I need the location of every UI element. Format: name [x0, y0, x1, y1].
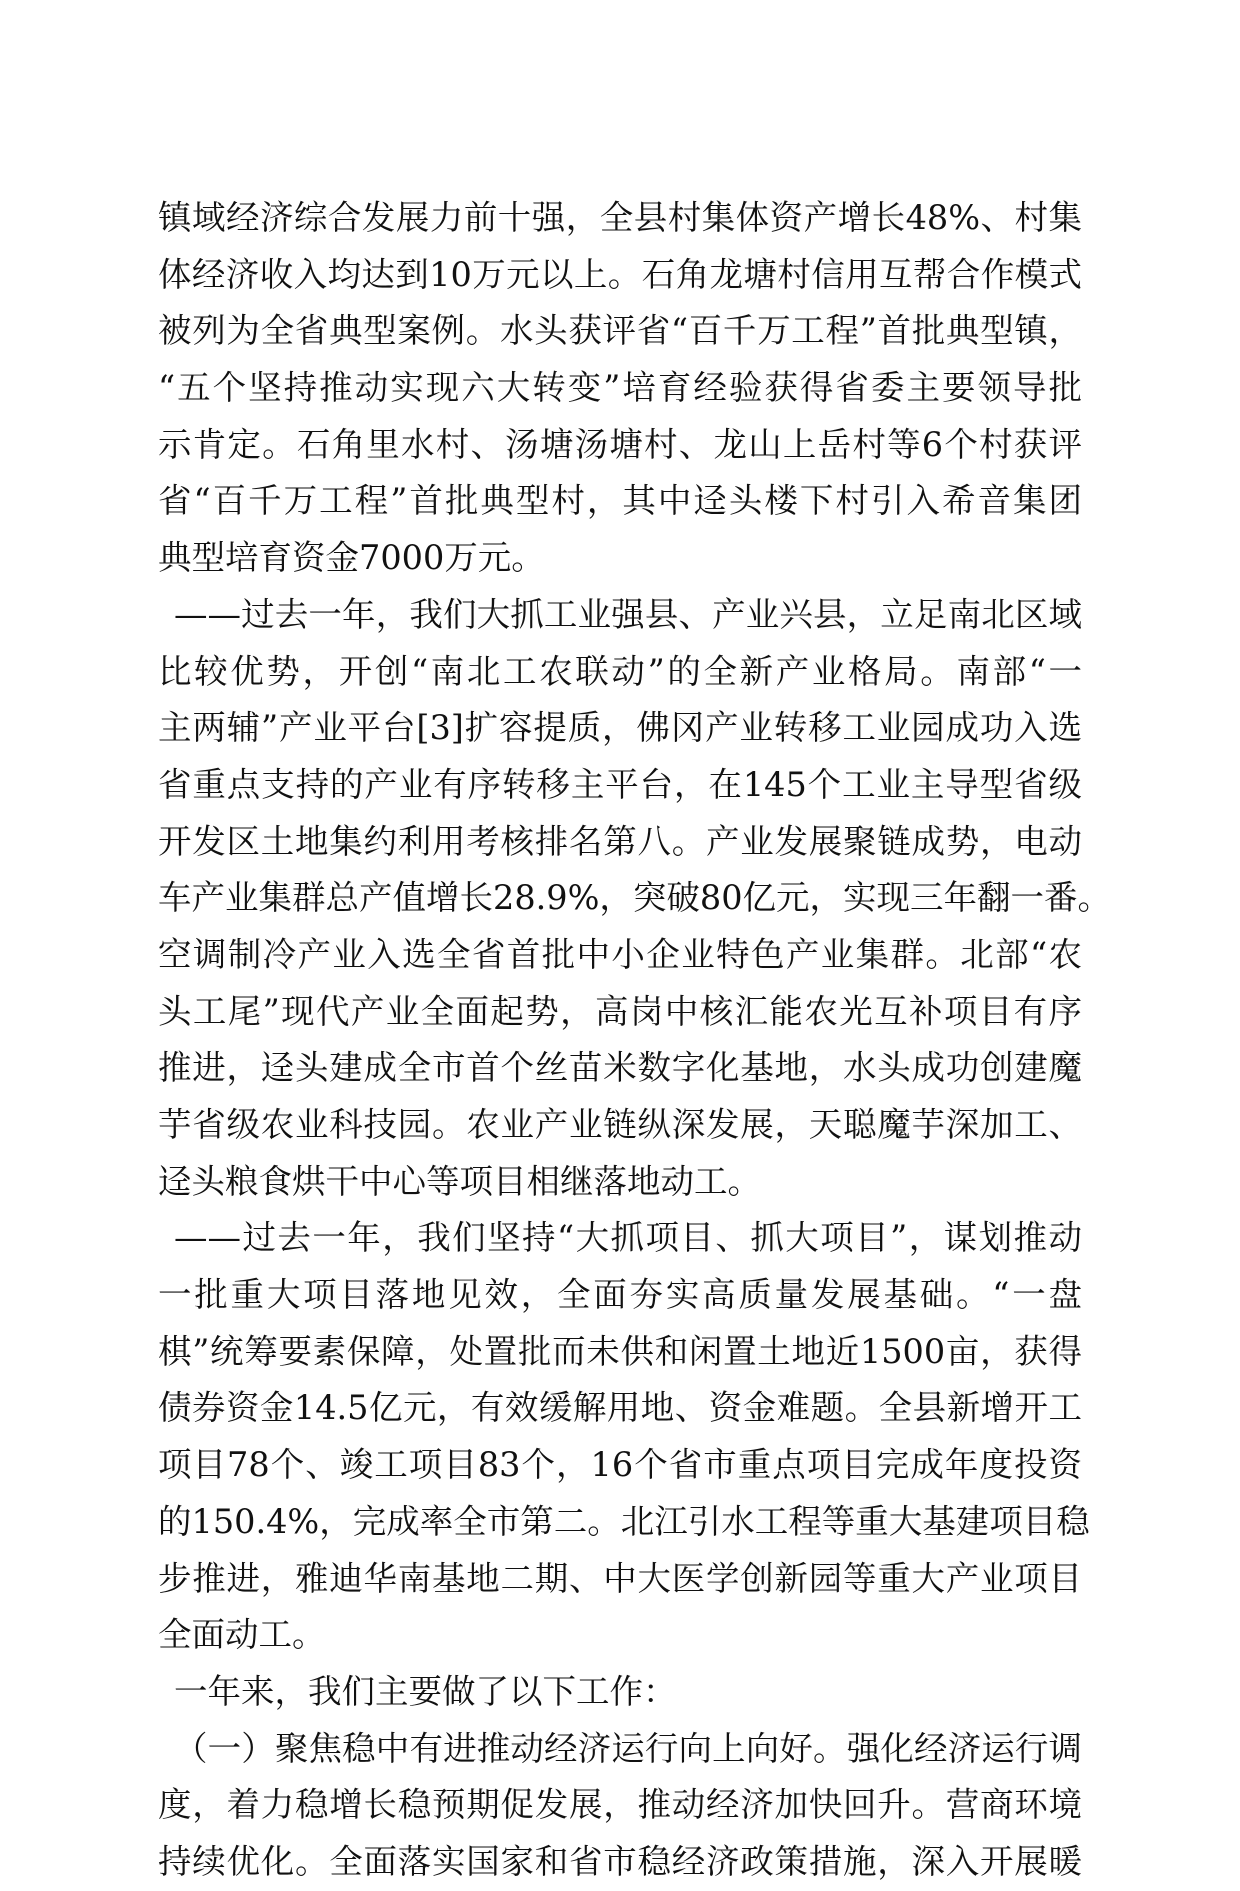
text-line: 比较优势，开创“南北工农联动”的全新产业格局。南部“一	[158, 651, 1082, 691]
text-line: 一年来，我们主要做了以下工作：	[174, 1671, 677, 1711]
text-line: 示肯定。石角里水村、汤塘汤塘村、龙山上岳村等6个村获评	[158, 424, 1082, 464]
text-line: “五个坚持推动实现六大转变”培育经验获得省委主要领导批	[158, 368, 1082, 408]
text-line: 的150.4%，完成率全市第二。北江引水工程等重大基建项目稳	[158, 1501, 1090, 1541]
text-line: 主两辅”产业平台[3]扩容提质，佛冈产业转移工业园成功入选	[158, 708, 1082, 748]
text-line: 推进，迳头建成全市首个丝苗米数字化基地，水头成功创建魔	[158, 1048, 1082, 1088]
text-line: 空调制冷产业入选全省首批中小企业特色产业集群。北部“农	[158, 934, 1082, 974]
text-line: 开发区土地集约利用考核排名第八。产业发展聚链成势，电动	[158, 821, 1082, 861]
text-line: 车产业集群总产值增长28.9%，突破80亿元，实现三年翻一番。	[158, 878, 1112, 918]
text-line: 全面动工。	[158, 1615, 326, 1655]
text-line: 省“百千万工程”首批典型村，其中迳头楼下村引入希音集团	[158, 481, 1082, 521]
text-line: 省重点支持的产业有序转移主平台，在145个工业主导型省级	[158, 764, 1082, 804]
text-line: （一）聚焦稳中有进推动经济运行向上向好。强化经济运行调	[174, 1728, 1082, 1768]
text-line: 迳头粮食烘干中心等项目相继落地动工。	[158, 1161, 761, 1201]
text-line: 项目78个、竣工项目83个，16个省市重点项目完成年度投资	[158, 1445, 1082, 1485]
text-line: 头工尾”现代产业全面起势，高岗中核汇能农光互补项目有序	[158, 991, 1082, 1031]
text-line: 典型培育资金7000万元。	[158, 538, 545, 578]
text-line: 持续优化。全面落实国家和省市稳经济政策措施，深入开展暖	[158, 1841, 1082, 1881]
text-line: 镇域经济综合发展力前十强，全县村集体资产增长48%、村集	[158, 198, 1082, 237]
document-body	[158, 190, 1112, 1891]
text-line: ——过去一年，我们坚持“大抓项目、抓大项目”，谋划推动	[174, 1218, 1082, 1258]
text-line: 棋”统筹要素保障，处置批而未供和闲置土地近1500亩，获得	[158, 1331, 1082, 1371]
text-line: 度，着力稳增长稳预期促发展，推动经济加快回升。营商环境	[158, 1785, 1082, 1825]
text-line: 芋省级农业科技园。农业产业链纵深发展，天聪魔芋深加工、	[158, 1105, 1082, 1144]
text-line: ——过去一年，我们大抓工业强县、产业兴县，立足南北区域	[174, 594, 1082, 634]
text-line: 被列为全省典型案例。水头获评省“百千万工程”首批典型镇，	[158, 311, 1082, 351]
text-line: 步推进，雅迪华南基地二期、中大医学创新园等重大产业项目	[158, 1558, 1082, 1598]
text-line: 一批重大项目落地见效，全面夯实高质量发展基础。“一盘	[158, 1275, 1082, 1315]
text-line: 体经济收入均达到10万元以上。石角龙塘村信用互帮合作模式	[158, 254, 1082, 294]
text-line: 债券资金14.5亿元，有效缓解用地、资金难题。全县新增开工	[158, 1388, 1082, 1428]
